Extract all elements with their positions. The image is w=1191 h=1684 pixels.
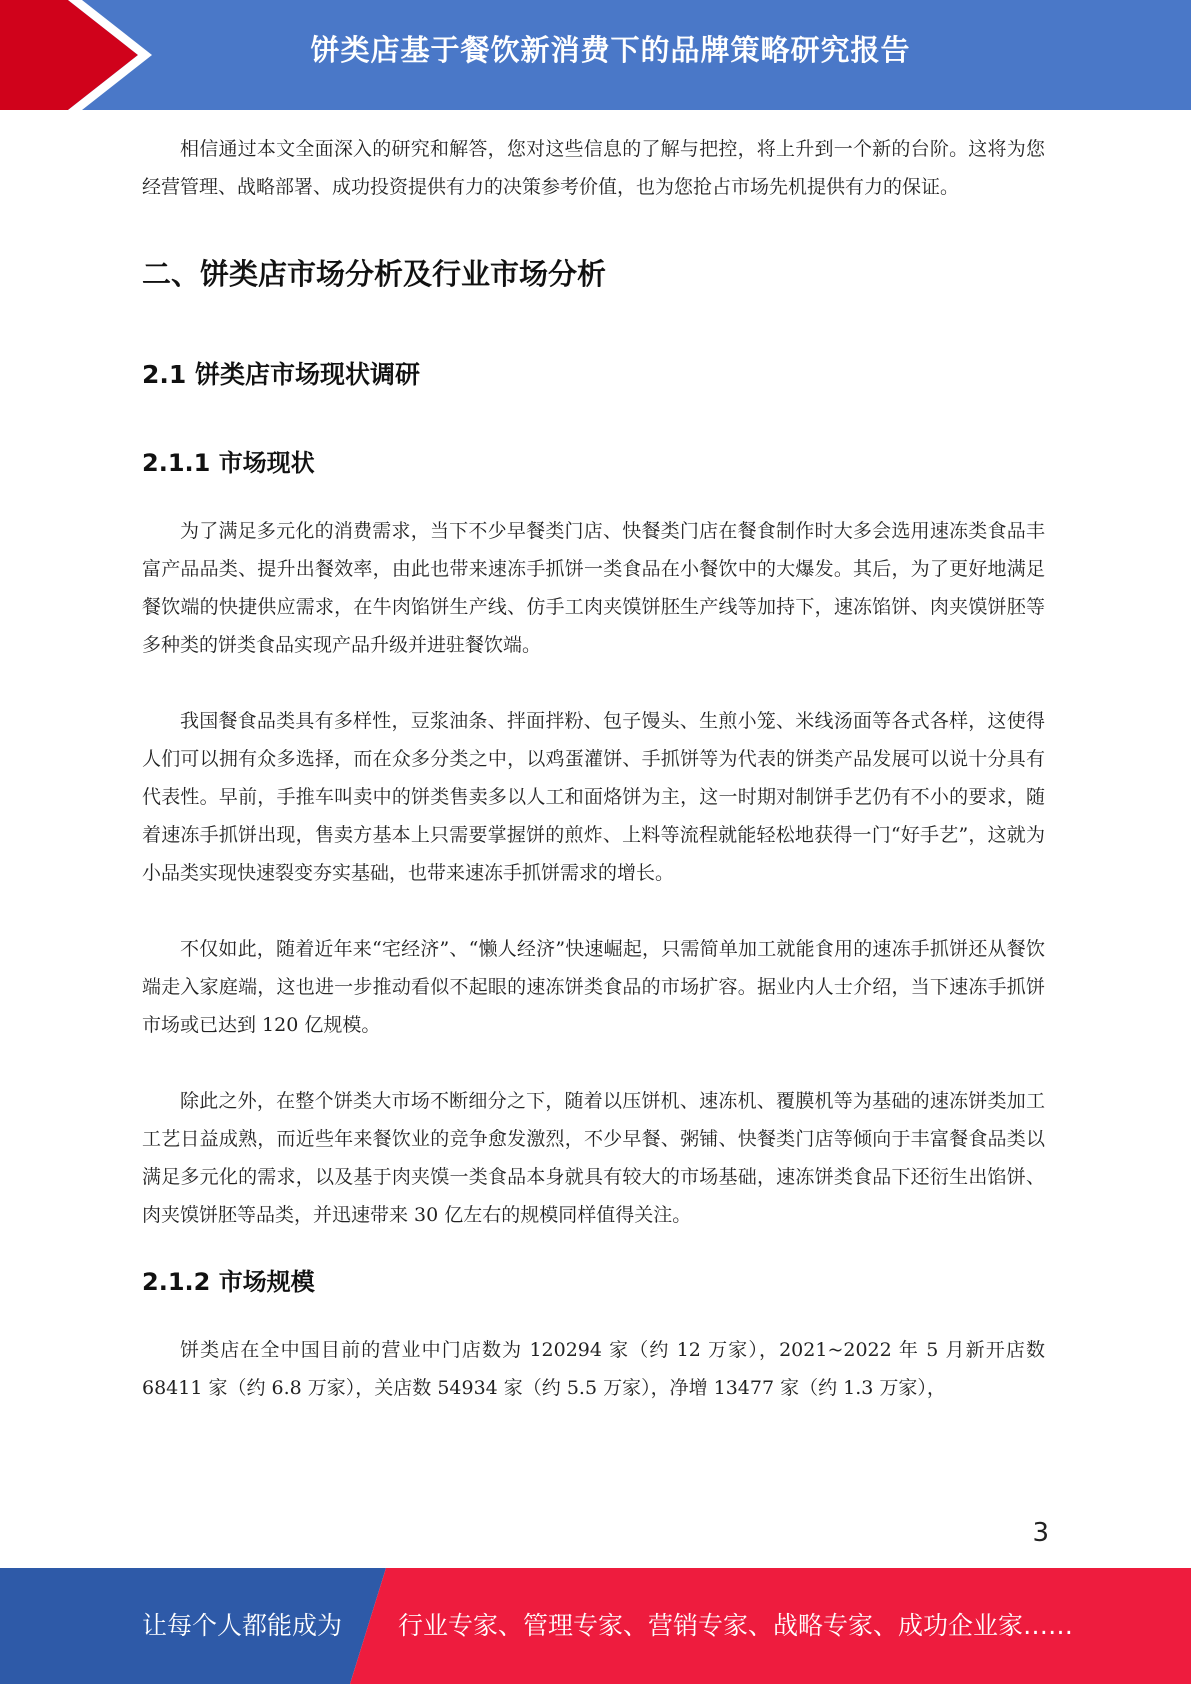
scale-paragraph: 饼类店在全中国目前的营业中门店数为 120294 家（约 12 万家），2021~2022 年 5 月新开店数 68411 家（约 6.8 万家），关店数 54934 家（约 5.5 万家），净增 13477 家（约 1.3 万家），: [142, 1339, 1045, 1399]
page-footer: [0, 1568, 1191, 1684]
section-2-1-2-heading: 2.1.2 市场规模: [142, 1268, 315, 1296]
page-number: 3: [1032, 1518, 1049, 1548]
section-2-1-heading: 2.1 饼类店市场现状调研: [142, 360, 420, 389]
intro-paragraph: 相信通过本文全面深入的研究和解答，您对这些信息的了解与把控，将上升到一个新的台阶。这将为您经营管理、战略部署、成功投资提供有力的决策参考价值，也为您抢占市场先机提供有力的保证。: [142, 138, 1045, 198]
report-title: 饼类店基于餐饮新消费下的品牌策略研究报告: [310, 33, 911, 67]
section-2-heading: 二、饼类店市场分析及行业市场分析: [142, 257, 607, 291]
section-2-1-1-heading: 2.1.1 市场现状: [142, 449, 315, 477]
status-paragraph-3: 不仅如此，随着近年来“宅经济”、“懒人经济”快速崛起，只需简单加工就能食用的速冻手抓饼还从餐饮端走入家庭端，这也进一步推动看似不起眼的速冻饼类食品的市场扩容。据业内人士介绍，当下速冻手抓饼市场或已达到 120 亿规模。: [142, 938, 1045, 1036]
footer-slogan-left: 让每个人都能成为: [142, 1611, 343, 1640]
footer-slogan-right: 行业专家、管理专家、营销专家、战略专家、成功企业家……: [398, 1611, 1074, 1640]
document-body: [142, 130, 1045, 1407]
status-paragraph-4: 除此之外，在整个饼类大市场不断细分之下，随着以压饼机、速冻机、覆膜机等为基础的速冻饼类加工工艺日益成熟，而近些年来餐饮业的竞争愈发激烈，不少早餐、粥铺、快餐类门店等倾向于丰富餐食品类以满足多元化的需求，以及基于肉夹馍一类食品本身就具有较大的市场基础，速冻饼类食品下还衍生出馅饼、肉夹馍饼胚等品类，并迅速带来 30 亿左右的规模同样值得关注。: [142, 1090, 1045, 1226]
status-paragraph-2: 我国餐食品类具有多样性，豆浆油条、拌面拌粉、包子馒头、生煎小笼、米线汤面等各式各样，这使得人们可以拥有众多选择，而在众多分类之中，以鸡蛋灌饼、手抓饼等为代表的饼类产品发展可以说十分具有代表性。早前，手推车叫卖中的饼类售卖多以人工和面烙饼为主，这一时期对制饼手艺仍有不小的要求，随着速冻手抓饼出现，售卖方基本上只需要掌握饼的煎炸、上料等流程就能轻松地获得一门“好手艺”，这就为小品类实现快速裂变夯实基础，也带来速冻手抓饼需求的增长。: [142, 710, 1045, 884]
status-paragraph-1: 为了满足多元化的消费需求，当下不少早餐类门店、快餐类门店在餐食制作时大多会选用速冻类食品丰富产品品类、提升出餐效率，由此也带来速冻手抓饼一类食品在小餐饮中的大爆发。其后，为了更好地满足餐饮端的快捷供应需求，在牛肉馅饼生产线、仿手工肉夹馍饼胚生产线等加持下，速冻馅饼、肉夹馍饼胚等多种类的饼类食品实现产品升级并进驻餐饮端。: [142, 520, 1045, 656]
page-header: [0, 0, 1191, 110]
